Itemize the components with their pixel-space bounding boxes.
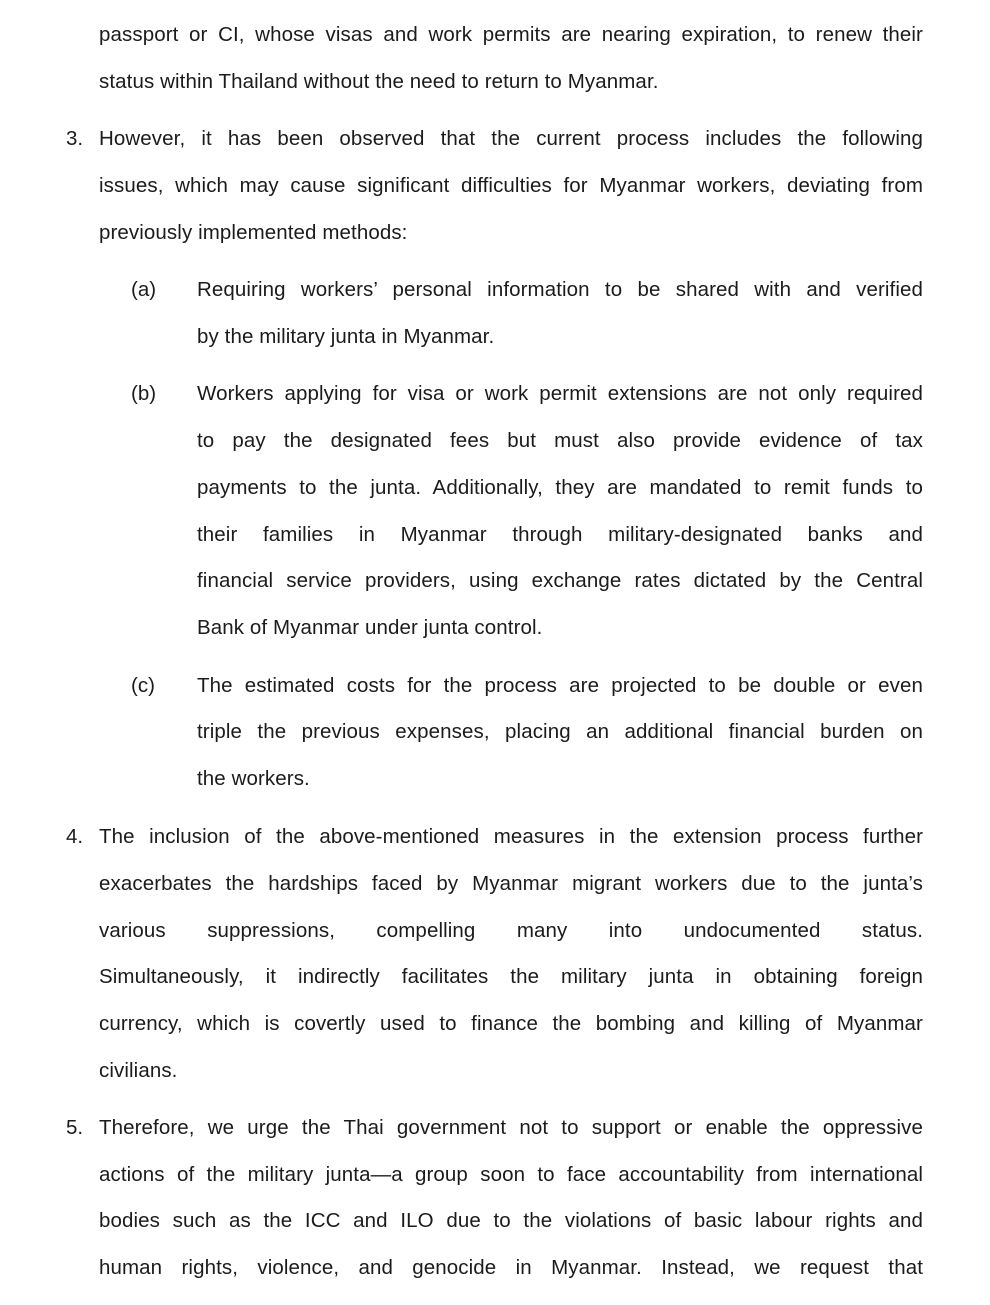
list-item-line: Bank of Myanmar under junta control. xyxy=(197,616,543,639)
paragraph-line: previously implemented methods: xyxy=(99,221,408,244)
paragraph-line: various suppressions, compelling many into undocumented status. xyxy=(99,919,923,942)
intro-line: status within Thailand without the need to return to Myanmar. xyxy=(99,70,659,93)
paragraph-line: Therefore, we urge the Thai government not to support or enable the oppressive xyxy=(99,1116,923,1139)
paragraph-line: issues, which may cause significant difficulties for Myanmar workers, deviating from xyxy=(99,174,923,197)
paragraph-number: 3. xyxy=(66,127,84,150)
list-item-line: the workers. xyxy=(197,767,310,790)
paragraph-line: human rights, violence, and genocide in Myanmar. Instead, we request that xyxy=(99,1256,923,1279)
paragraph-line: The inclusion of the above-mentioned measures in the extension process further xyxy=(99,825,923,848)
list-item-line: payments to the junta. Additionally, they are mandated to remit funds to xyxy=(197,476,923,499)
paragraph-line: civilians. xyxy=(99,1059,178,1082)
paragraph-line: currency, which is covertly used to finance the bombing and killing of Myanmar xyxy=(99,1012,923,1035)
list-item-line: their families in Myanmar through military-designated banks and xyxy=(197,523,923,546)
list-marker: (c) xyxy=(131,674,155,697)
list-item-line: triple the previous expenses, placing an additional financial burden on xyxy=(197,720,923,743)
paragraph-number: 5. xyxy=(66,1116,84,1139)
list-marker: (a) xyxy=(131,278,157,301)
paragraph-number: 4. xyxy=(66,825,84,848)
list-item-line: Workers applying for visa or work permit extensions are not only required xyxy=(197,382,923,405)
paragraph-line: bodies such as the ICC and ILO due to the violations of basic labour rights and xyxy=(99,1209,923,1232)
intro-line: passport or CI, whose visas and work permits are nearing expiration, to renew their xyxy=(99,23,923,46)
list-marker: (b) xyxy=(131,382,157,405)
paragraph-line: However, it has been observed that the current process includes the following xyxy=(99,127,923,150)
list-item-line: The estimated costs for the process are projected to be double or even xyxy=(197,674,923,697)
list-item-line: Requiring workers’ personal information to be shared with and verified xyxy=(197,278,923,301)
paragraph-line: actions of the military junta—a group soon to face accountability from international xyxy=(99,1163,923,1186)
list-item-line: by the military junta in Myanmar. xyxy=(197,325,495,348)
list-item-line: to pay the designated fees but must also provide evidence of tax xyxy=(197,429,923,452)
paragraph-line: Simultaneously, it indirectly facilitates the military junta in obtaining foreign xyxy=(99,965,923,988)
list-item-line: financial service providers, using exchange rates dictated by the Central xyxy=(197,569,923,592)
paragraph-line: exacerbates the hardships faced by Myanmar migrant workers due to the junta’s xyxy=(99,872,923,895)
